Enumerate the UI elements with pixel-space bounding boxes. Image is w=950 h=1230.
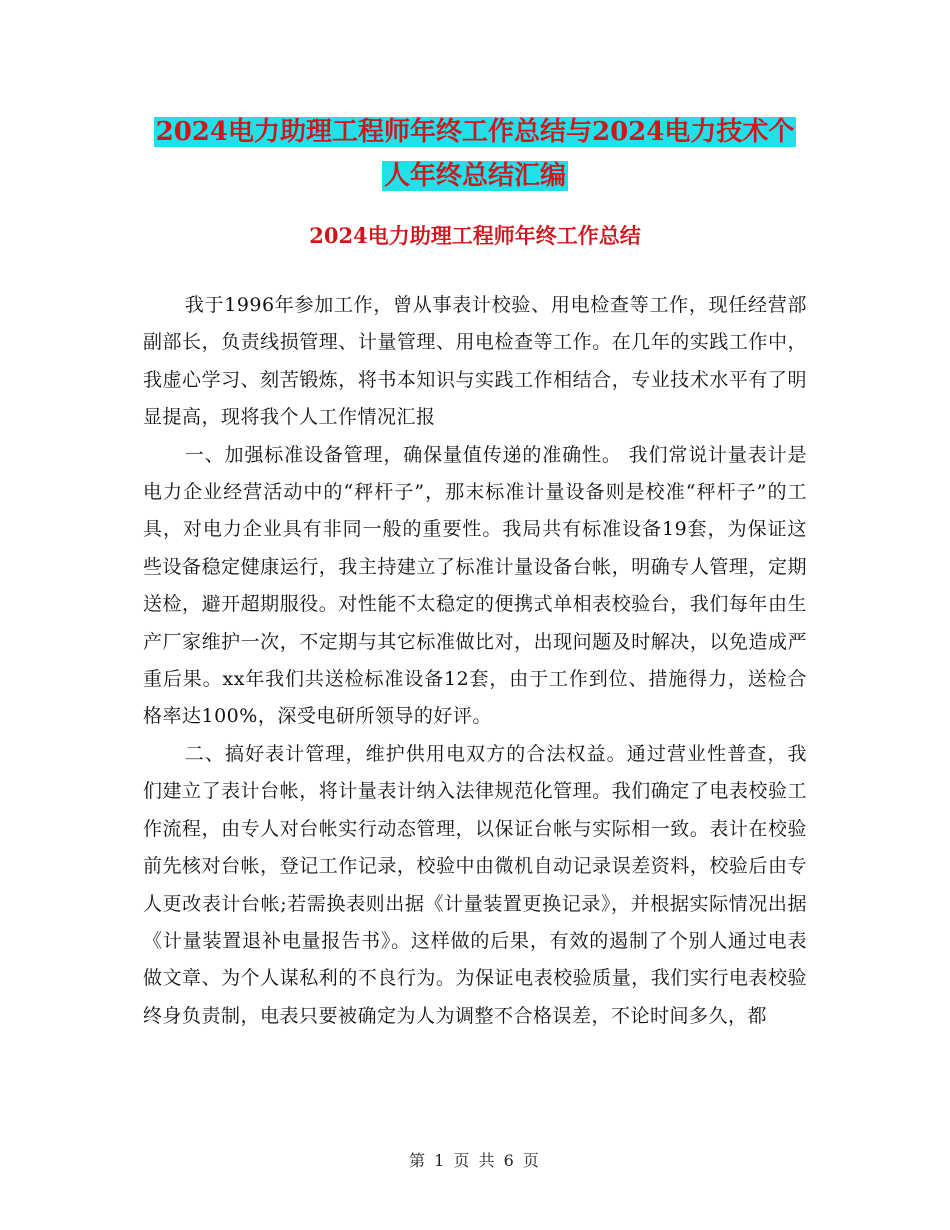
paragraph-standard-equipment: 一、加强标准设备管理，确保量值传递的准确性。 我们常说计量表计是电力企业经营活动中的“秤杆子”，那末标准计量设备则是校准“秤杆子”的工具，对电力企业具有非同一般的重要性。我局共有标准设备19套，为保证这些设备稳定健康运行，我主持建立了标准计量设备台帐，明确专人管理，定期送检，避开超期服役。对性能不太稳定的便携式单相表校验台，我们每年由生产厂家维护一次，不定期与其它标准做比对，出现问题及时解决，以免造成严重后果。xx年我们共送检标准设备12套，由于工作到位、措施得力，送检合格率达100%，深受电研所领导的好评。 [143,443,807,728]
document-body [143,287,807,1035]
title-line-1: 2024电力助理工程师年终工作总结与2024电力技术个 [155,117,795,147]
paragraph-meter-management: 二、搞好表计管理，维护供用电双方的合法权益。通过营业性普查，我们建立了表计台帐，将计量表计纳入法律规范化管理。我们确定了电表校验工作流程，由专人对台帐实行动态管理，以保证台帐与实际相一致。表计在校验前先核对台帐，登记工作记录，校验中由微机自动记录误差资料，校验后由专人更改表计台帐;若需换表则出据《计量装置更换记录》，并根据实际情况出据《计量装置退补电量报告书》。这样做的后果，有效的遏制了个别人通过电表做文章、为个人谋私利的不良行为。为保证电表校验质量，我们实行电表校验终身负责制，电表只要被确定为人为调整不合格误差，不论时间多久，都 [143,742,807,1027]
title-line-2: 人年终总结汇编 [383,161,566,191]
page-number-footer: 第 1 页 共 6 页 [409,1151,541,1170]
paragraph-intro: 我于1996年参加工作，曾从事表计校验、用电检查等工作，现任经营部副部长，负责线损管理、计量管理、用电检查等工作。在几年的实践工作中，我虚心学习、刻苦锻炼，将书本知识与实践工作相结合，专业技术水平有了明显提高，现将我个人工作情况汇报 [143,294,807,429]
section-title: 2024电力助理工程师年终工作总结 [309,223,641,248]
document-title [140,110,810,198]
